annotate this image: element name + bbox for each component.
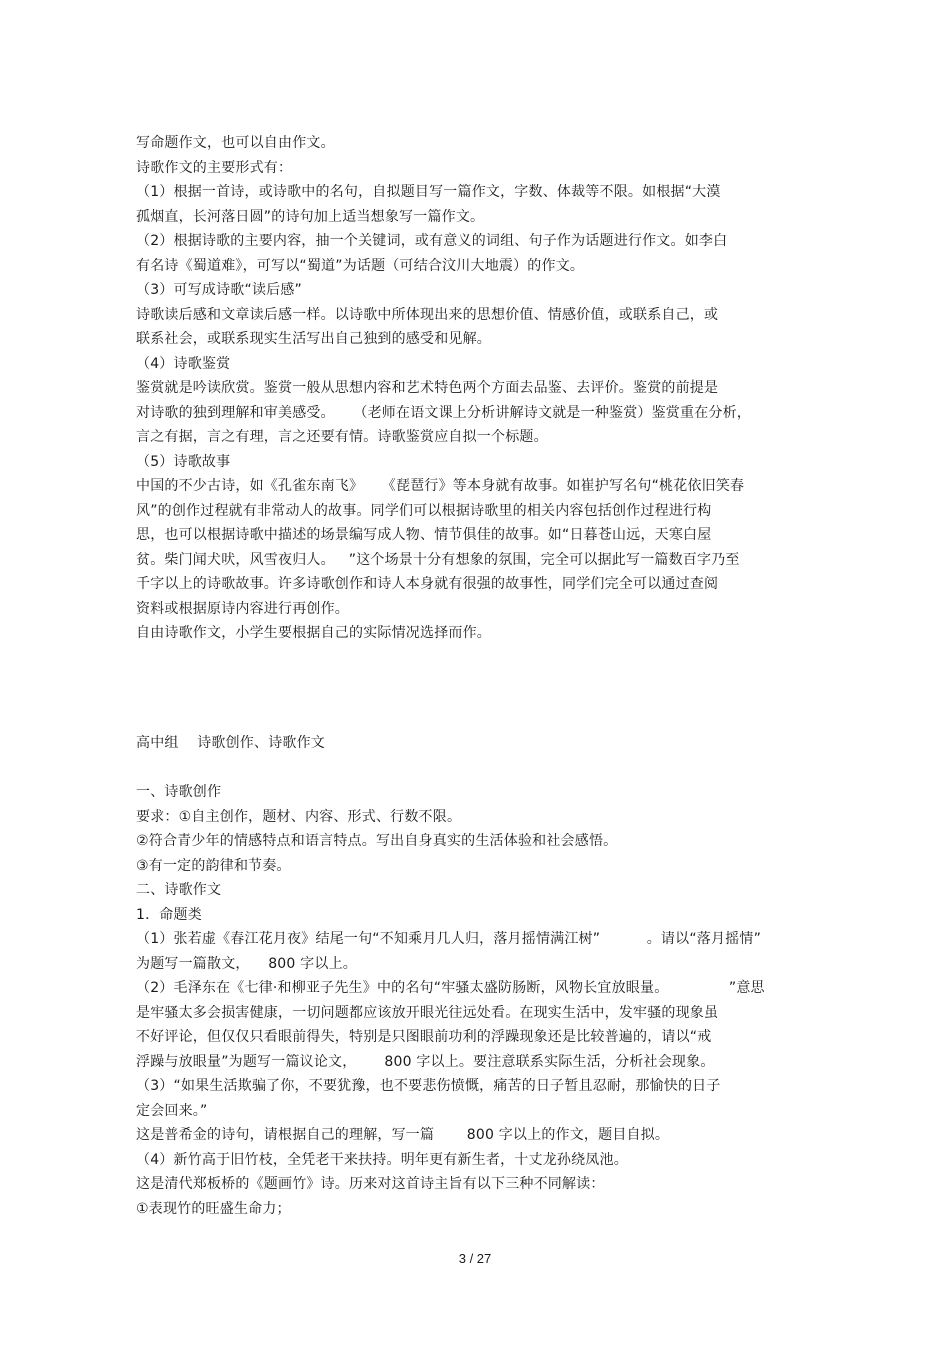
text-line: （2）毛泽东在《七律·和柳亚子先生》中的名句“牢骚太盛防肠断，风物长宜放眼量。 ”意思 (136, 980, 765, 996)
text-line: 定会回来。” (136, 1102, 208, 1119)
text-line: 中国的不少古诗，如《孔雀东南飞》 《琵琶行》等本身就有故事。如崔护写名句“桃花依旧笑春 (136, 478, 745, 494)
text-line: 风”的创作过程就有非常动人的故事。同学们可以根据诗歌里的相关内容包括创作过程进行构 (136, 502, 712, 519)
text-line: 这是普希金的诗句，请根据自己的理解，写一篇 800 字以上的作文，题目自拟。 (136, 1127, 670, 1143)
text-line: 二、诗歌作文 (136, 882, 222, 898)
text-line: （2）根据诗歌的主要内容，抽一个关键词，或有意义的词组、句子作为话题进行作文。如李白 (136, 233, 728, 249)
text-line: 资料或根据原诗内容进行再创作。 (136, 600, 349, 617)
text-line: ①表现竹的旺盛生命力； (136, 1200, 291, 1217)
text-line: 思，也可以根据诗歌中描述的场景编写成人物、情节俱佳的故事。如“日暮苍山远，天寒白屋 (136, 527, 712, 543)
text-line: （1）张若虚《春江花月夜》结尾一句“不知乘月几人归，落月摇情满江树” 。请以“落月摇情” (136, 931, 762, 947)
text-line: 是牢骚太多会损害健康，一切问题都应该放开眼光往远处看。在现实生活中，发牢骚的现象虽 (136, 1004, 719, 1021)
text-line: 诗歌作文的主要形式有： (136, 159, 293, 176)
text-line: （4）新竹高于旧竹枝，全凭老干来扶持。明年更有新生者，十丈龙孙绕凤池。 (136, 1151, 628, 1168)
text-line: 诗歌读后感和文章读后感一样。以诗歌中所体现出来的思想价值、情感价值，或联系自己，或 (136, 306, 719, 323)
text-line: ③有一定的韵律和节奏。 (136, 857, 291, 874)
text-line: 1．命题类 (136, 906, 202, 923)
text-line: 不好评论，但仅仅只看眼前得失，特别是只图眼前功利的浮躁现象还是比较普遍的，请以“戒 (136, 1029, 712, 1045)
text-line: 为题写一篇散文， 800 字以上。 (136, 955, 357, 972)
text-line: 千字以上的诗歌故事。许多诗歌创作和诗人本身就有很强的故事性，同学们完全可以通过查阅 (136, 576, 719, 592)
text-line: （5）诗歌故事 (136, 453, 231, 470)
text-line: （3）可写成诗歌“读后感” (136, 282, 303, 298)
text-line: 这是清代郑板桥的《题画竹》诗。历来对这首诗主旨有以下三种不同解读： (136, 1176, 605, 1192)
text-line: 贫。柴门闻犬吠，风雪夜归人。 ”这个场景十分有想象的氛围，完全可以据此写一篇数百字乃至 (136, 551, 740, 568)
text-line: 写命题作文，也可以自由作文。 (136, 135, 335, 151)
text-line: 有名诗《蜀道难》，可写以“蜀道”为话题（可结合汶川大地震）的作文。 (136, 257, 585, 274)
text-line: 对诗歌的独到理解和审美感受。 （老师在语文课上分析讲解诗文就是一种鉴赏）鉴赏重在分析， (136, 404, 751, 421)
text-line: （1）根据一首诗，或诗歌中的名句，自拟题目写一篇作文，字数、体裁等不限。如根据“大漠 (136, 184, 721, 200)
text-line: 一、诗歌创作 (136, 784, 222, 800)
text-line: 言之有据，言之有理，言之还要有情。诗歌鉴赏应自拟一个标题。 (136, 429, 548, 445)
text-line: 联系社会，或联系现实生活写出自己独到的感受和见解。 (136, 331, 491, 347)
text-line: 要求：①自主创作，题材、内容、形式、行数不限。 (136, 808, 462, 825)
text-line: （3）“如果生活欺骗了你，不要犹豫，也不要悲伤愤慨，痛苦的日子暂且忍耐，那愉快的日子 (136, 1078, 721, 1094)
text-line: 孤烟直，长河落日圆”的诗句加上适当想象写一篇作文。 (136, 208, 485, 225)
text-line: 自由诗歌作文，小学生要根据自己的实际情况选择而作。 (136, 625, 491, 641)
text-line: 高中组 诗歌创作、诗歌作文 (136, 735, 325, 751)
text-line: （4）诗歌鉴赏 (136, 355, 231, 372)
page-number: 3 / 27 (458, 1251, 492, 1266)
text-line: 鉴赏就是吟读欣赏。鉴赏一般从思想内容和艺术特色两个方面去品鉴、去评价。鉴赏的前提是 (136, 380, 719, 396)
text-line: ②符合青少年的情感特点和语言特点。写出自身真实的生活体验和社会感悟。 (136, 833, 618, 849)
text-line: 浮躁与放眼量”为题写一篇议论文， 800 字以上。要注意联系实际生活，分析社会现象。 (136, 1053, 715, 1070)
